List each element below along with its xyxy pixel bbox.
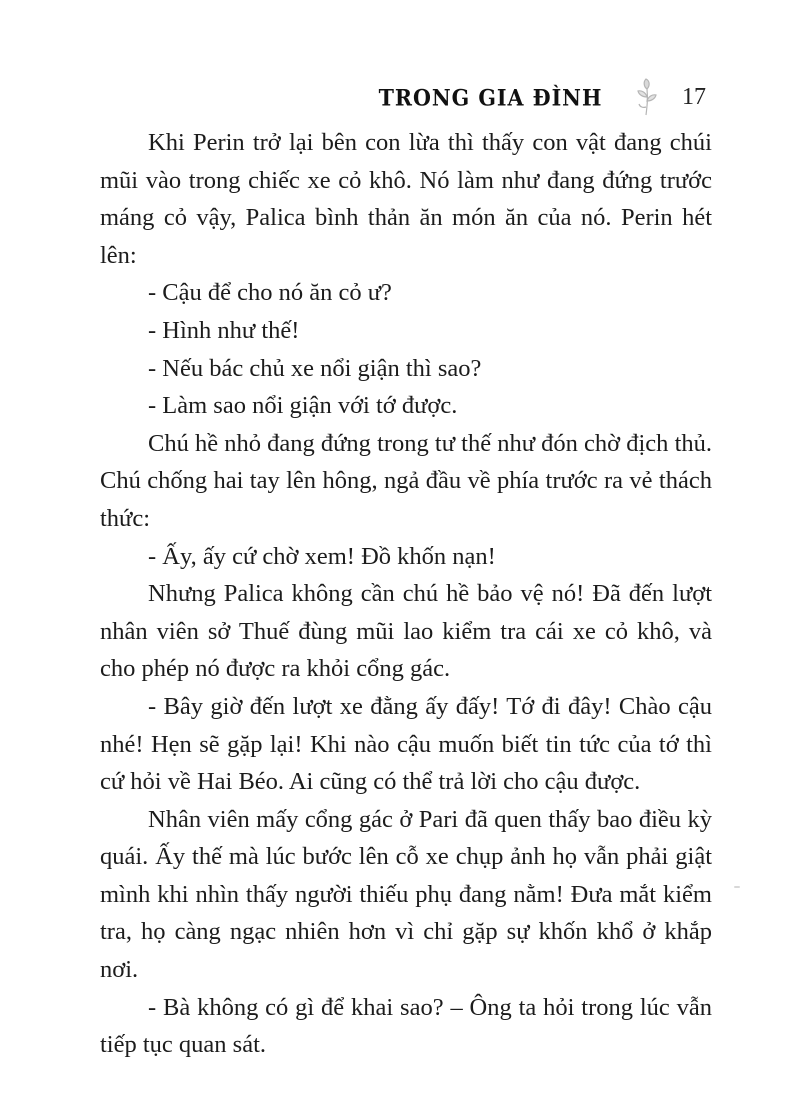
leaf-sprig-icon	[632, 77, 662, 117]
paragraph-dialogue: - Bây giờ đến lượt xe đằng ấy đấy! Tớ đi đây! Chào cậu nhé! Hẹn sẽ gặp lại! Khi nào cậu muốn biết tin tức của tớ thì cứ hỏi về Hai Béo. Ai cũng có thể trả lời cho cậu được.	[100, 692, 712, 796]
paragraph-dialogue: - Ấy, ấy cứ chờ xem! Đồ khốn nạn!	[148, 542, 496, 570]
paragraph-dialogue: - Cậu để cho nó ăn cỏ ư?	[148, 279, 392, 307]
chapter-title: TRONG GIA ĐÌNH	[378, 83, 602, 111]
print-artifact-mark	[734, 886, 740, 888]
body-text	[100, 124, 712, 1064]
paragraph-dialogue: - Nếu bác chủ xe nổi giận thì sao?	[148, 354, 482, 382]
paragraph-narrative: Nhân viên mấy cổng gác ở Pari đã quen thấy bao điều kỳ quái. Ấy thế mà lúc bước lên cỗ xe chụp ảnh họ vẫn phải giật mình khi nhìn thấy người thiếu phụ đang nằm! Đưa mắt kiểm tra, họ càng ngạc nhiên hơn vì chỉ gặp sự khốn khổ ở khắp nơi.	[100, 805, 712, 984]
paragraph-narrative: Chú hề nhỏ đang đứng trong tư thế như đón chờ địch thủ. Chú chống hai tay lên hông, ngả đầu về phía trước ra vẻ thách thức:	[100, 429, 712, 532]
page-header	[0, 80, 706, 114]
paragraph-dialogue: - Làm sao nổi giận với tớ được.	[148, 392, 458, 420]
page-number: 17	[682, 84, 706, 110]
paragraph-dialogue: - Bà không có gì để khai sao? – Ông ta hỏi trong lúc vẫn tiếp tục quan sát.	[100, 993, 712, 1059]
paragraph-narrative: Nhưng Palica không cần chú hề bảo vệ nó! Đã đến lượt nhân viên sở Thuế đùng mũi lao kiểm tra cái xe cỏ khô, và cho phép nó được ra khỏi cổng gác.	[100, 580, 712, 683]
paragraph-narrative: Khi Perin trở lại bên con lừa thì thấy con vật đang chúi mũi vào trong chiếc xe cỏ khô. Nó làm như đang đứng trước máng cỏ vậy, Palica bình thản ăn món ăn của nó. Perin hét lên:	[100, 129, 712, 269]
paragraph-dialogue: - Hình như thế!	[148, 316, 300, 344]
